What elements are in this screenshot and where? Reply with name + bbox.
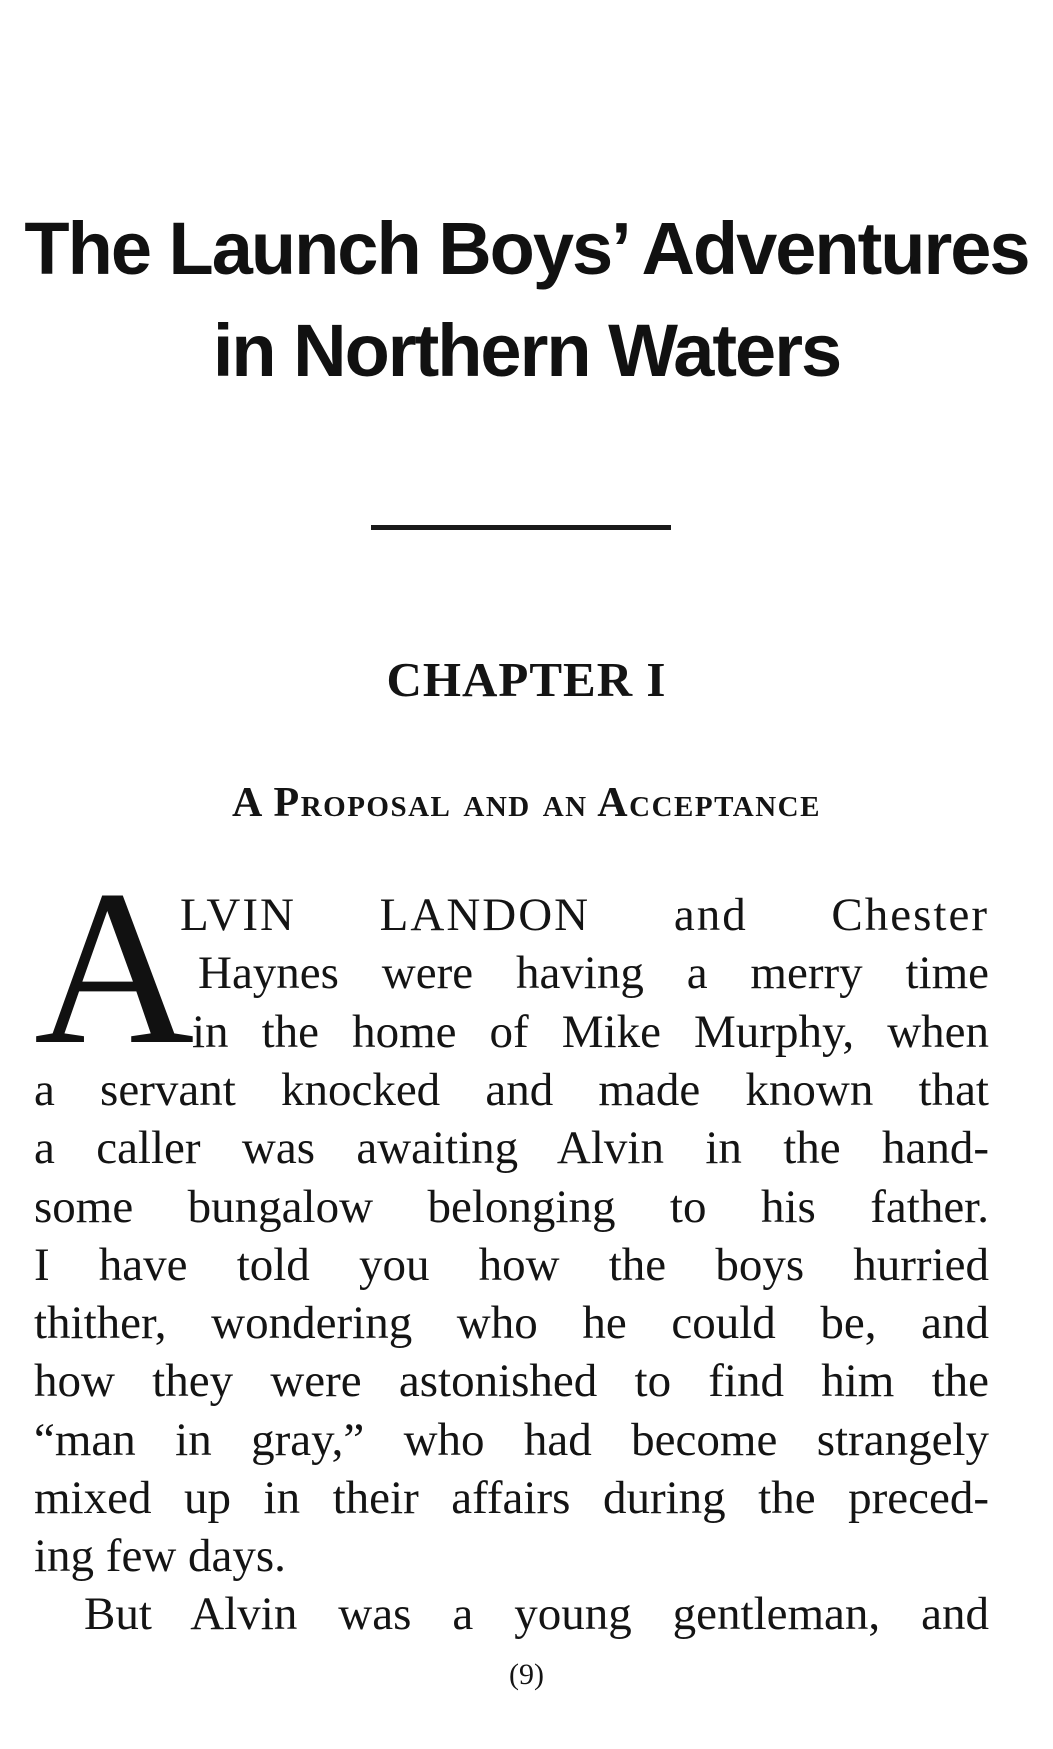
paragraph-1-indented-lines bbox=[180, 886, 989, 1061]
chapter-title: A Proposal and an Acceptance bbox=[232, 780, 821, 826]
paragraph-1-line-1: LVIN LANDON and Chester bbox=[180, 889, 989, 941]
paragraph-1-line-3: in the home of Mike Murphy, when bbox=[192, 1005, 989, 1058]
drop-cap-letter: A bbox=[34, 845, 195, 1091]
paragraph-1-line-12: ing few days. bbox=[34, 1530, 286, 1583]
paragraph-2-line-1: But Alvin was a young gentleman, and bbox=[84, 1588, 989, 1640]
book-title bbox=[0, 198, 1053, 402]
paragraph-1-line-9: how they were astonished to find him the bbox=[34, 1355, 989, 1408]
paragraph-1-line-2: Haynes were having a merry time bbox=[198, 947, 989, 1000]
book-title-line-1: The Launch Boys’ Adventures bbox=[24, 207, 1029, 290]
title-divider-rule bbox=[371, 525, 671, 530]
paragraph-1-line-11: mixed up in their affairs during the preced- bbox=[34, 1472, 989, 1525]
paragraph-1-line-6: some bungalow belonging to his father. bbox=[34, 1180, 989, 1233]
paragraph-1-line-7: I have told you how the boys hurried bbox=[34, 1238, 989, 1291]
book-title-line-2: in Northern Waters bbox=[212, 309, 841, 392]
paragraph-1-line-4: a servant knocked and made known that bbox=[34, 1064, 989, 1116]
paragraph-1-line-5: a caller was awaiting Alvin in the hand- bbox=[34, 1122, 989, 1175]
paragraph-1-line-10: “man in gray,” who had become strangely bbox=[34, 1413, 989, 1466]
chapter-number: CHAPTER I bbox=[386, 652, 667, 707]
paragraph-2-body bbox=[84, 1585, 989, 1643]
paragraph-1-body bbox=[34, 1061, 989, 1586]
paragraph-1-line-8: thither, wondering who he could be, and bbox=[34, 1297, 989, 1350]
page-number: (9) bbox=[509, 1658, 544, 1691]
